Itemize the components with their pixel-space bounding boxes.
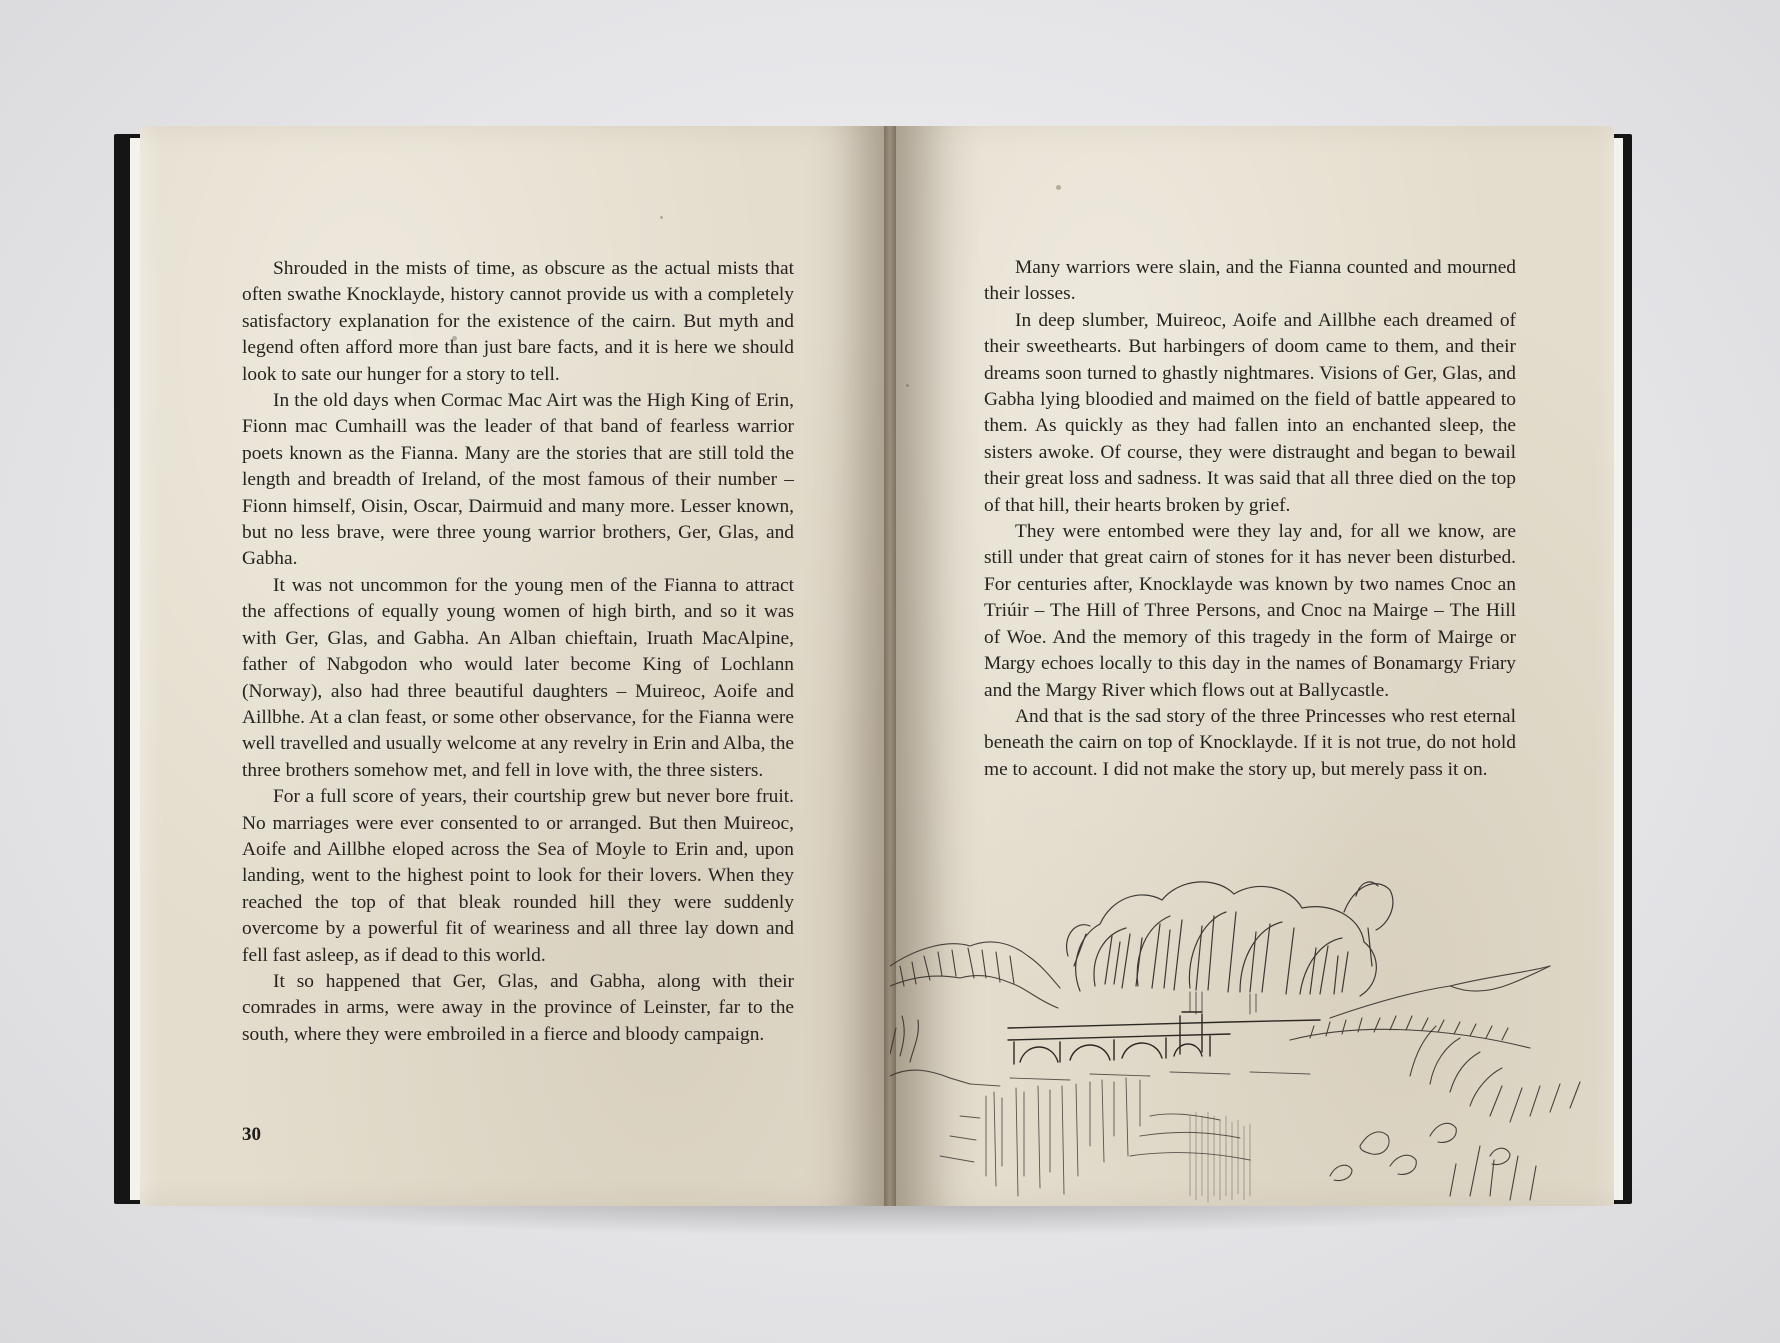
bridge xyxy=(1008,1012,1320,1064)
trunk-hatch xyxy=(1190,992,1256,1014)
paragraph: In deep slumber, Muireoc, Aoife and Aillbhe each dreamed of their sweethearts. But harbingers of doom came to them, and their dreams soon turned to ghastly nightmares. Visions of Ger, Glas, and Gabha lying bloodied and maimed on the field of battle appeared to them. As quickly as they had fallen into an enchanted sleep, the sisters awoke. Of course, they were distraught and began to bewail their great loss and sadness. It was said that all three died on the top of that hill, their hearts broken by grief. xyxy=(984,309,1516,516)
hillside xyxy=(1290,966,1550,1048)
paper-speck xyxy=(1056,185,1061,190)
right-page-body xyxy=(984,255,1516,783)
paragraph: It so happened that Ger, Glas, and Gabha, along with their comrades in arms, were away in the province of Leinster, far to the south, where they were embroiled in a fierce and bloody campaign. xyxy=(242,970,794,1045)
foreground-reeds xyxy=(890,1016,1580,1200)
left-page xyxy=(140,126,890,1206)
left-page-body xyxy=(242,256,794,1048)
water-shadow xyxy=(1190,1112,1250,1202)
paragraph: In the old days when Cormac Mac Airt was the High King of Erin, Fionn mac Cumhaill was the leader of that band of fearless warrior poets known as the Fianna. Many are the stories that are still told the length and breadth of Ireland, of the most famous of their number – Fionn himself, Oisin, Oscar, Dairmuid and many more. Lesser known, but no less brave, were three young warrior brothers, Ger, Glas, and Gabha. xyxy=(242,390,794,570)
paragraph: Shrouded in the mists of time, as obscure as the actual mists that often swathe Knocklayde, history cannot provide us with a completely satisfactory explanation for the existence of the cairn. But myth and legend often afford more than just bare facts, and it is here we should look to sate our hunger for a story to tell. xyxy=(242,258,794,385)
tree-canopy xyxy=(1067,882,1393,996)
paragraph: It was not uncommon for the young men of the Fianna to attract the affections of equally young women of high birth, and so it was with Ger, Glas, and Gabha. An Alban chieftain, Iruath MacAlpine, father of Nabgodon who would later become King of Lochlann (Norway), also had three beautiful daughters – Muireoc, Aoife and Aillbhe. At a clan feast, or some other observance, for the Fianna were well travelled and usually welcome at any revelry in Erin and Alba, the three brothers somehow met, and fell in love with, the three sisters. xyxy=(242,574,794,781)
book-gutter xyxy=(884,126,896,1206)
paper-speck xyxy=(906,384,909,387)
paragraph: For a full score of years, their courtship grew but never bore fruit. No marriages were ever consented to or arranged. But then Muireoc, Aoife and Aillbhe eloped across the Sea of Moyle to Erin and, upon landing, went to the highest point to look for their lovers. When they reached the top of that bleak rounded hill they were suddenly overcome by a powerful fit of weariness and all three lay down and fell fast asleep, as if dead to this world. xyxy=(242,786,794,966)
paragraph: They were entombed were they lay and, for all we know, are still under that great cairn of stones for it has never been disturbed. For centuries after, Knocklayde was known by two names Cnoc an Triúir – The Hill of Three Persons, and Cnoc na Mairge – The Hill of Woe. And the memory of this tragedy in the form of Mairge or Margy echoes locally to this day in the names of Bonamargy Friary and the Margy River which flows out at Ballycastle. xyxy=(984,521,1516,701)
paper-speck xyxy=(660,216,663,219)
paragraph: Many warriors were slain, and the Fianna counted and mourned their losses. xyxy=(984,257,1516,305)
bridge-river-sketch xyxy=(890,816,1614,1206)
river-water xyxy=(940,1072,1310,1196)
paragraph: And that is the sad story of the three Princesses who rest eternal beneath the cairn on top of Knocklayde. If it is not true, do not hold me to account. I did not make the story up, but merely pass it on. xyxy=(984,705,1516,780)
right-page xyxy=(890,126,1614,1206)
page-number: 30 xyxy=(242,1124,261,1145)
left-bank xyxy=(890,942,1060,1084)
